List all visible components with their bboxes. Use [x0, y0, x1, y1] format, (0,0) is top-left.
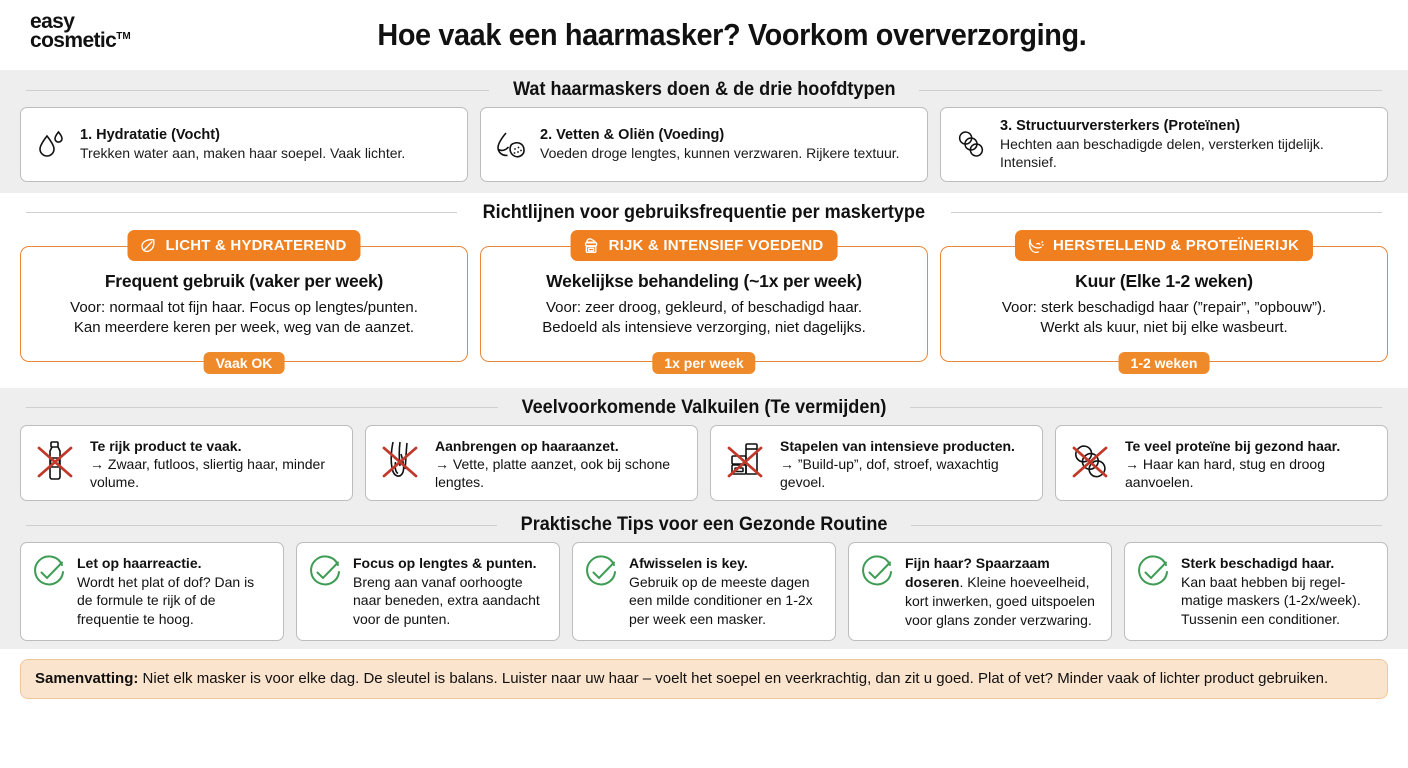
rule-left: [26, 525, 497, 526]
check-circle-icon: [30, 553, 68, 591]
oil-seed-icon: [493, 126, 529, 162]
rule-right: [910, 407, 1382, 408]
tip-desc: Wordt het plat of dof? Dan is de formule te rijk of de frequentie te hoog.: [77, 573, 255, 627]
frequency-card-light: [20, 236, 468, 371]
tip-desc: Kan baat hebben bij regel-matige maskers (1-2x/week). Tussenin een conditioner.: [1181, 573, 1361, 627]
frequency-badge-repair: [1015, 230, 1313, 261]
pitfall-desc: → ”Build-up”, dof, stroef, waxachtig gevoel.: [780, 456, 999, 491]
pitfalls-row: [20, 425, 1388, 502]
badge-label: HERSTELLEND & PROTEÏNERIJK: [1052, 236, 1300, 254]
pitfall-card-protein-overload: [1055, 425, 1388, 502]
chain-link-icon: [953, 126, 989, 162]
section-pitfalls: [0, 388, 1408, 506]
page-title: Hoe vaak een haarmasker? Voorkom oververzorging.: [377, 17, 1087, 52]
tip-desc: Gebruik op de meeste dagen een milde conditioner en 1-2x per week een masker.: [629, 573, 813, 627]
tip-title: Focus op lengtes & punten.: [353, 555, 537, 572]
frequency-title: Wekelijkse behandeling (~1x per week): [546, 270, 862, 291]
check-circle-icon: [582, 553, 620, 591]
check-circle-icon: [306, 553, 344, 591]
frequency-card-repair: [940, 236, 1388, 371]
tip-title: Fijn haar? Spaarzaam doseren: [905, 555, 1050, 591]
tip-card-lengths-ends: [296, 542, 560, 641]
frequency-line-1: Voor: normaal tot fijn haar. Focus op lengtes/punten.: [70, 298, 418, 316]
pitfall-desc: → Zwaar, futloos, sliertig haar, minder volume.: [90, 456, 325, 491]
types-heading-row: [20, 70, 1388, 107]
type-title: 1. Hydratatie (Vocht): [80, 127, 220, 144]
pitfall-card-roots: [365, 425, 698, 502]
bottle-crossed-icon: [29, 435, 81, 487]
section-frequency: [0, 193, 1408, 388]
section-types: [0, 70, 1408, 193]
frequency-title: Frequent gebruik (vaker per week): [104, 270, 384, 291]
types-row: [20, 107, 1388, 182]
rule-right: [911, 525, 1382, 526]
pitfall-card-stacking: [710, 425, 1043, 502]
pitfall-title: Te veel proteïne bij gezond haar.: [1125, 437, 1341, 454]
pitfalls-heading: Veelvoorkomende Valkuilen (Te vermijden): [521, 396, 887, 418]
pitfall-title: Stapelen van intensieve producten.: [780, 437, 1015, 454]
frequency-title: Kuur (Elke 1-2 weken): [1075, 270, 1253, 291]
frequency-badge-light: [127, 230, 360, 261]
tip-card-fine-hair: [848, 542, 1112, 641]
type-card-hydration: [20, 107, 468, 182]
tip-card-hair-reaction: [20, 542, 284, 641]
summary-text: Niet elk masker is voor elke dag. De sleutel is balans. Luister naar uw haar – voelt het soepel en veerkrachtig, dan zit u goed. Plat of vet? Minder vaak of lichter product gebruiken.: [138, 670, 1329, 688]
pitfalls-heading-row: [20, 388, 1388, 425]
tip-desc: . Kleine hoeveelheid, kort inwerken, goed uitspoelen voor glans zonder verzwaring.: [905, 574, 1095, 629]
summary-section: [0, 649, 1408, 711]
tips-row: [20, 542, 1388, 641]
tips-heading-row: [20, 505, 1388, 542]
tip-card-damaged-hair: [1124, 542, 1388, 641]
tip-title: Afwisselen is key.: [629, 555, 748, 572]
pitfall-card-rich-product: [20, 425, 353, 502]
tip-card-alternate: [572, 542, 836, 641]
type-title: 3. Structuurversterkers (Proteïnen): [1000, 118, 1241, 134]
frequency-line-2: Kan meerdere keren per week, weg van de aanzet.: [73, 319, 415, 337]
type-desc: Trekken water aan, maken haar soepel. Vaak lichter.: [80, 145, 406, 162]
summary-label: Samenvatting:: [35, 670, 139, 688]
logo-line-2: cosmetic™: [30, 29, 131, 53]
frequency-line-2: Werkt als kuur, niet bij elke wasbeurt.: [1040, 319, 1288, 337]
type-desc: Voeden droge lengtes, kunnen verzwaren. Rijkere textuur.: [540, 145, 900, 162]
type-card-proteins: [940, 107, 1388, 182]
jar-icon: [582, 236, 601, 255]
chain-crossed-icon: [1064, 435, 1116, 487]
type-title: 2. Vetten & Oliën (Voeding): [540, 127, 725, 144]
badge-label: RIJK & INTENSIEF VOEDEND: [608, 236, 824, 254]
frequency-pill: 1-2 weken: [1119, 352, 1210, 374]
water-drop-icon: [33, 126, 69, 162]
frequency-card-rich: [480, 236, 928, 371]
pitfall-title: Aanbrengen op haaraanzet.: [435, 437, 619, 454]
section-tips: [0, 505, 1408, 649]
rule-left: [26, 90, 489, 91]
badge-label: LICHT & HYDRATEREND: [165, 236, 347, 254]
pitfall-title: Te rijk product te vaak.: [90, 437, 242, 454]
frequency-heading: Richtlijnen voor gebruiksfrequentie per maskertype: [482, 201, 926, 223]
rule-right: [951, 212, 1382, 213]
frequency-line-2: Bedoeld als intensieve verzorging, niet dagelijks.: [542, 319, 866, 337]
tip-title: Sterk beschadigd haar.: [1181, 555, 1335, 572]
pitfall-desc: → Vette, platte aanzet, ook bij schone lengtes.: [435, 456, 671, 491]
tips-heading: Praktische Tips voor een Gezonde Routine: [520, 514, 888, 536]
trademark-symbol: TM: [116, 31, 131, 43]
frequency-line-1: Voor: zeer droog, gekleurd, of beschadigd haar.: [545, 298, 863, 316]
rule-left: [26, 407, 498, 408]
tip-desc: Breng aan vanaf oorhoogte naar beneden, extra aandacht voor de punten.: [353, 573, 540, 627]
check-circle-icon: [1134, 553, 1172, 591]
type-card-oils: [480, 107, 928, 182]
hair-root-crossed-icon: [374, 435, 426, 487]
header: [0, 0, 1408, 70]
stacked-products-crossed-icon: [719, 435, 771, 487]
frequency-heading-row: [20, 193, 1388, 230]
summary-bar: [20, 659, 1388, 699]
strong-arm-icon: [1026, 236, 1045, 255]
leaf-icon: [138, 236, 157, 255]
frequency-badge-rich: [571, 230, 838, 261]
check-circle-icon: [858, 553, 896, 591]
rule-right: [919, 90, 1382, 91]
frequency-row: [20, 230, 1388, 371]
types-heading: Wat haarmaskers doen & de drie hoofdtypen: [512, 79, 896, 100]
tip-title: Let op haarreactie.: [77, 555, 202, 572]
logo-line-1: easy: [30, 10, 75, 33]
frequency-line-1: Voor: sterk beschadigd haar (”repair”, ”opbouw”).: [1001, 298, 1327, 316]
type-desc: Hechten aan beschadigde delen, versterken tijdelijk. Intensief.: [1000, 136, 1324, 171]
rule-left: [26, 212, 457, 213]
pitfall-desc: → Haar kan hard, stug en droog aanvoelen.: [1125, 456, 1326, 491]
frequency-pill: Vaak OK: [204, 352, 285, 374]
frequency-pill: 1x per week: [652, 352, 755, 374]
